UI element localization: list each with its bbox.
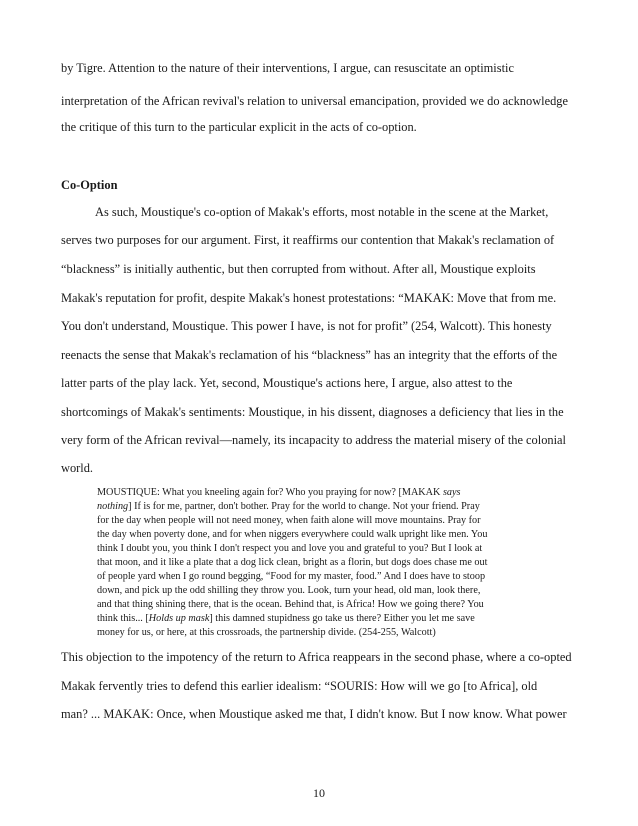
body-text-line: very form of the African revival—namely, its incapacity to address the material misery of the colonial (61, 433, 566, 447)
body-text-line: You don't understand, Moustique. This power I have, is not for profit” (254, Walcott). This honesty (61, 319, 552, 333)
body-text-line: interpretation of the African revival's relation to universal emancipation, provided we do acknowledge (61, 94, 568, 108)
page-number: 10 (313, 786, 325, 800)
quote-text: ] If is for me, partner, don't bother. Pray for the world to change. Not your friend. Pray (128, 501, 480, 512)
body-text-line: As such, Moustique's co-option of Makak's efforts, most notable in the scene at the Market, (95, 205, 549, 219)
body-text-line: latter parts of the play lack. Yet, second, Moustique's actions here, I argue, also attest to the (61, 376, 513, 390)
quote-stage-direction: Holds up mask (148, 613, 210, 624)
body-text-line: by Tigre. Attention to the nature of their interventions, I argue, can resuscitate an optimistic (61, 61, 514, 75)
block-quote-line: for the day when people will not need money, when faith alone will move mountains. Pray for (97, 515, 481, 526)
block-quote-line: that moon, and it like a plate that a dog lick clean, bright as a florin, but dogs does chase me out (97, 557, 488, 568)
quote-text: think this... [ (97, 613, 149, 624)
block-quote-line (97, 613, 475, 625)
body-text-line: Makak fervently tries to defend this earlier idealism: “SOURIS: How will we go [to Africa], old (61, 679, 538, 693)
body-text-line: Makak's reputation for profit, despite Makak's honest protestations: “MAKAK: Move that from me. (61, 291, 557, 305)
body-text-line: serves two purposes for our argument. First, it reaffirms our contention that Makak's reclamation of (61, 233, 555, 247)
body-text-line: man? ... MAKAK: Once, when Moustique asked me that, I didn't know. But I now know. What power (61, 707, 567, 721)
body-text-line: reenacts the sense that Makak's reclamation of his “blackness” has an integrity that the efforts of the (61, 348, 558, 362)
quote-text: MOUSTIQUE: What you kneeling again for? Who you praying for now? [MAKAK (97, 487, 443, 498)
body-text-line: the critique of this turn to the particular explicit in the acts of co-option. (61, 120, 417, 134)
block-quote-line: think I doubt you, you think I don't respect you and love you and grateful to you? But I look at (97, 543, 483, 554)
block-quote-line: down, and pick up the odd shilling they throw you. Look, turn your head, old man, look there, (97, 585, 481, 596)
block-quote-line (97, 501, 480, 513)
section-heading: Co-Option (61, 178, 118, 192)
quote-text: ] this damned stupidness go take us there? Either you let me save (209, 613, 475, 624)
block-quote-line: the day when poverty done, and for when niggers everywhere could walk upright like men. You (97, 529, 488, 540)
body-text-line: “blackness” is initially authentic, but then corrupted from without. After all, Moustique exploits (61, 262, 536, 276)
body-text-line: world. (61, 461, 94, 475)
block-quote-line: money for us, or here, at this crossroads, the partnership divide. (254-255, Walcott) (97, 627, 436, 638)
block-quote-line: of people yard when I go round begging, “Food for my master, food.” And I does have to stoop (97, 571, 486, 582)
quote-stage-direction: nothing (97, 501, 129, 512)
quote-stage-direction: says (442, 487, 461, 498)
body-text-line: This objection to the impotency of the return to Africa reappears in the second phase, where a co-opted (61, 650, 572, 664)
block-quote-line: and that thing shining there, that is the ocean. Behind that, is Africa! How we going there? You (97, 599, 484, 610)
body-text-line: shortcomings of Makak's sentiments: Moustique, in his dissent, diagnoses a deficiency that lies in the (61, 405, 564, 419)
block-quote-line (97, 487, 460, 499)
